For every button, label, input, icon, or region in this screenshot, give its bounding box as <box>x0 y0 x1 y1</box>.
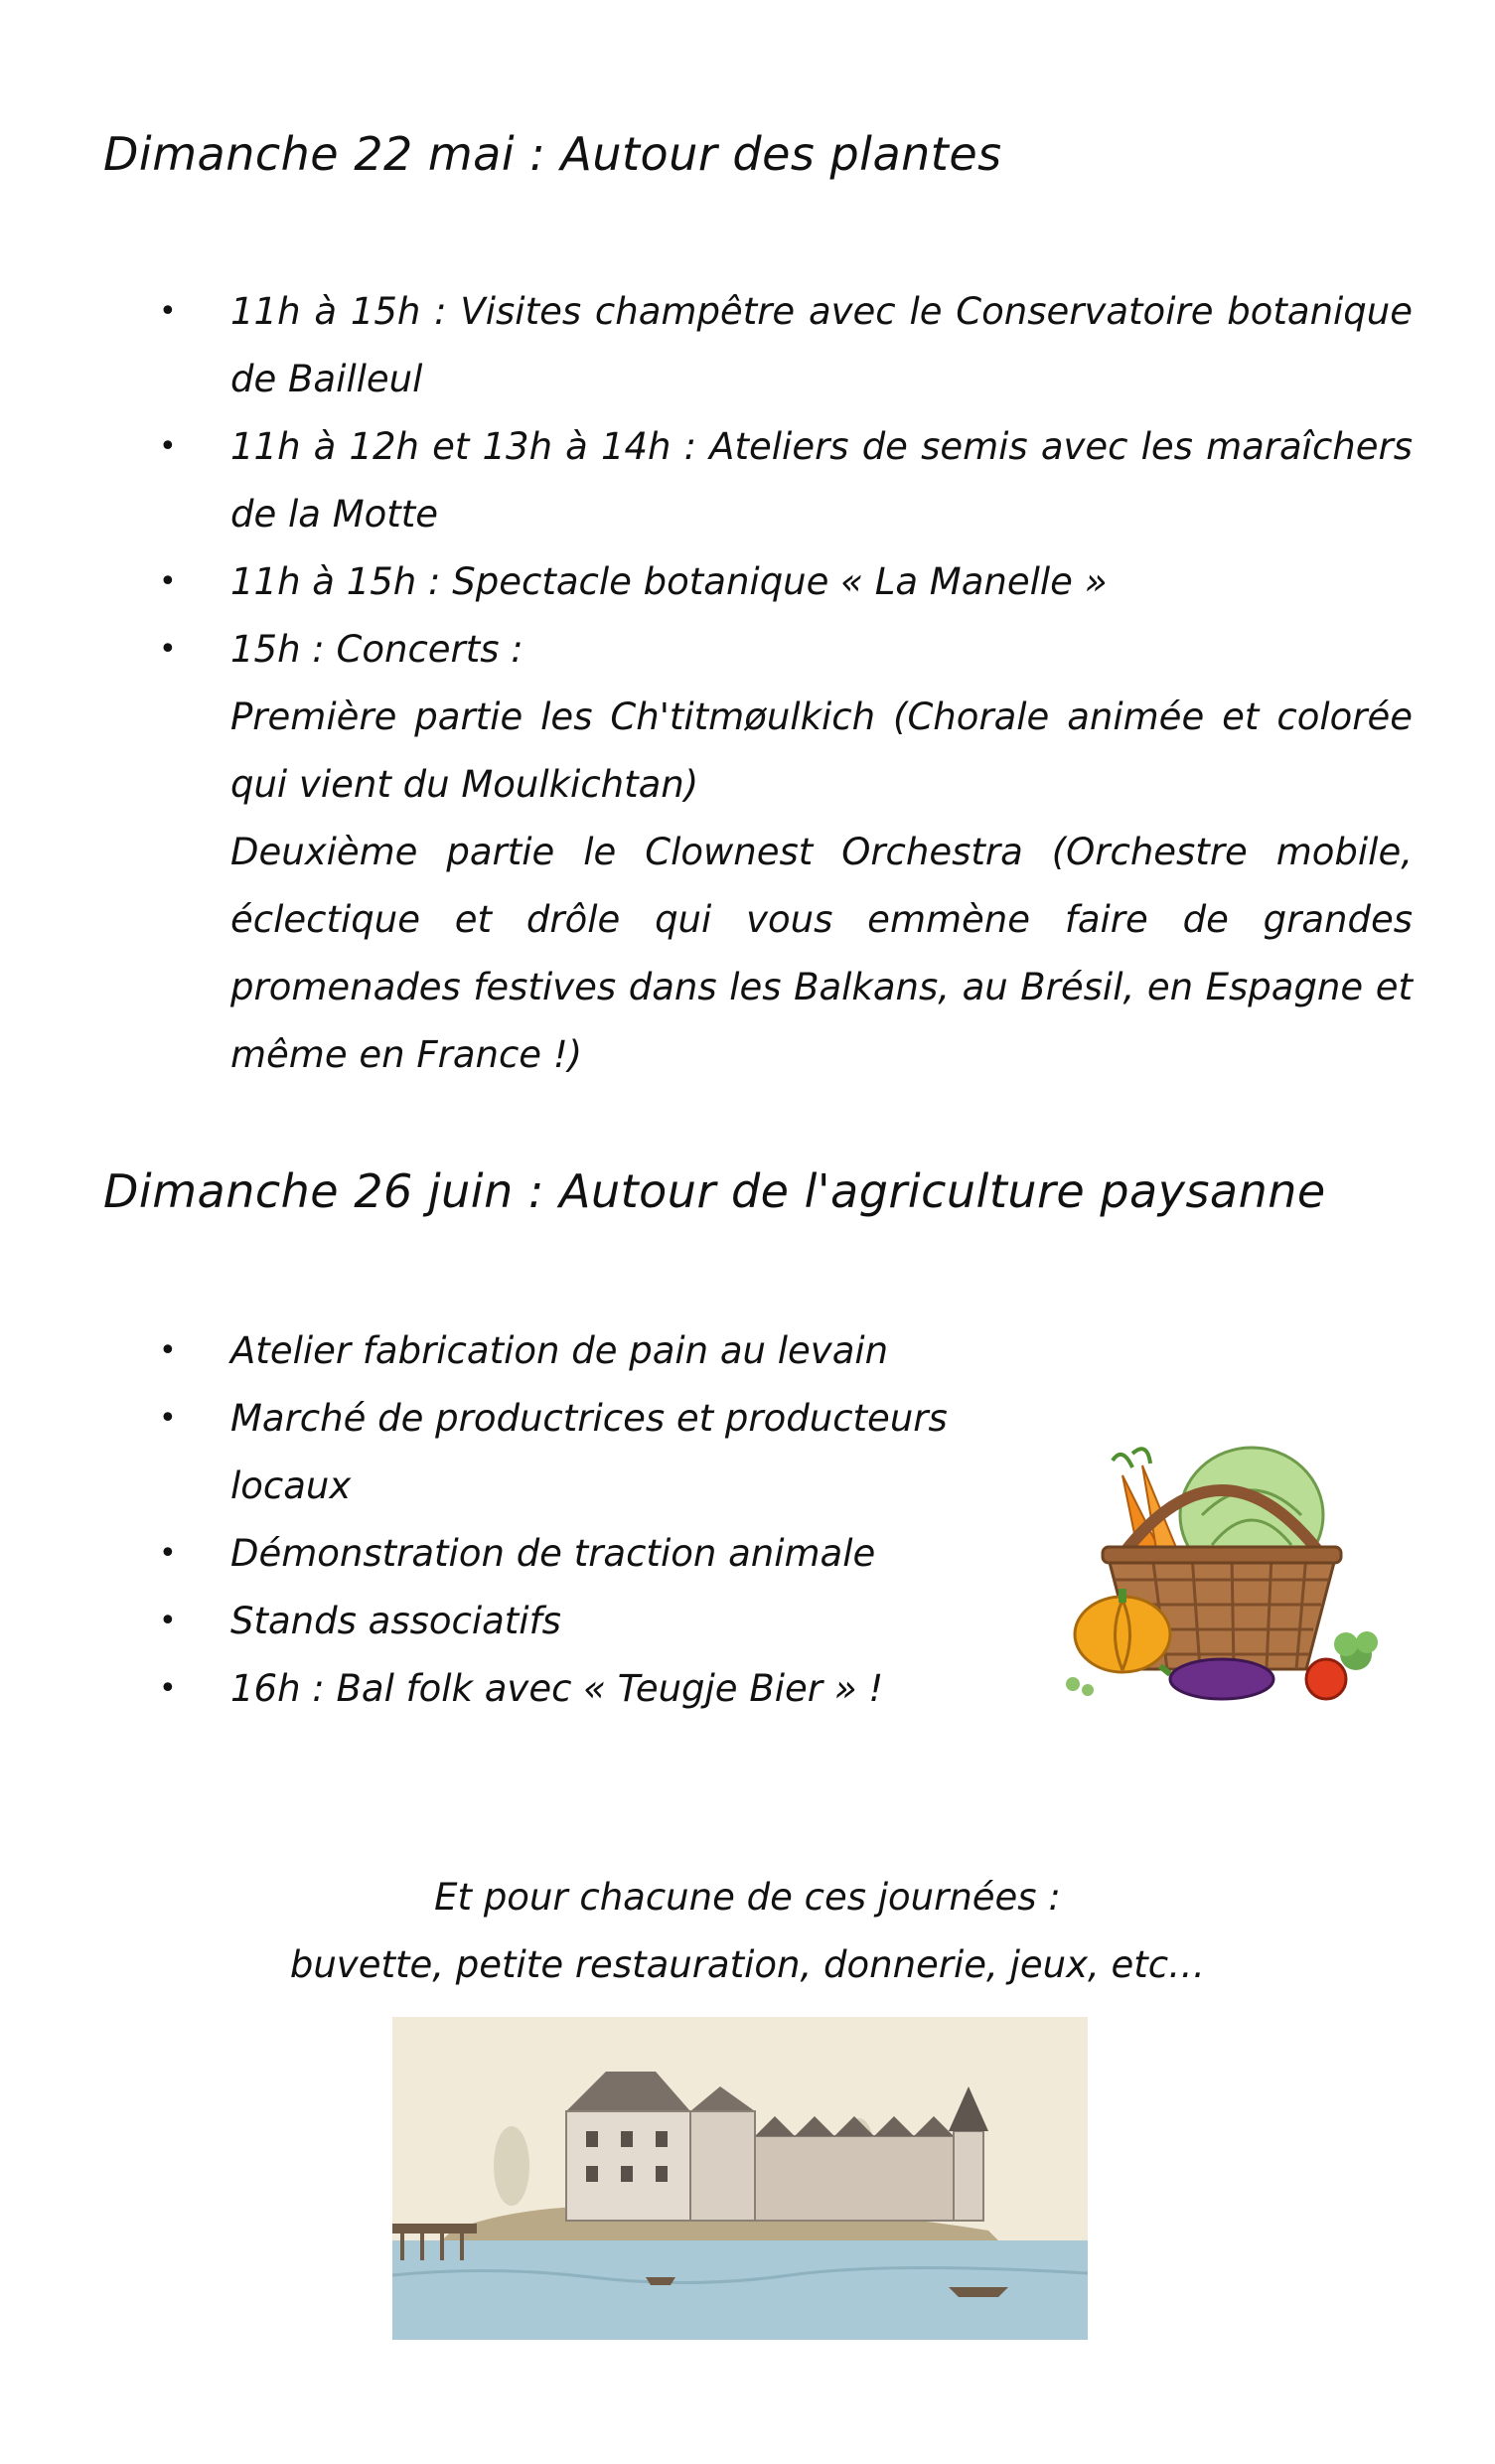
list-item-text: Stands associatifs <box>230 1600 561 1642</box>
footer-line1: Et pour chacune de ces journées : <box>434 1876 1061 1919</box>
section2-list <box>159 1317 1013 1723</box>
section1-list <box>159 278 1413 1089</box>
concert-part2: Deuxième partie le Clownest Orchestra (Orchestre mobile, éclectique et drôle qui vous emmène faire de grandes promenades festives dans les Balkans, au Brésil, en Espagne et même en France !) <box>230 831 1413 1076</box>
list-item-text: 11h à 12h et 13h à 14h : Ateliers de semis avec les maraîchers de la Motte <box>230 425 1413 536</box>
list-item <box>159 1385 1013 1520</box>
bullet-icon: • <box>159 1333 177 1368</box>
list-item <box>159 1655 1013 1723</box>
bullet-icon: • <box>159 294 177 329</box>
list-item <box>159 616 1413 1089</box>
list-item <box>159 278 1413 413</box>
list-item-text: 11h à 15h : Visites champêtre avec le Conservatoire botanique de Bailleul <box>230 290 1413 400</box>
bullet-icon: • <box>159 1401 177 1436</box>
list-item-text: Marché de productrices et producteurs locaux <box>230 1397 948 1507</box>
footer <box>0 1864 1495 1999</box>
bullet-icon: • <box>159 1536 177 1571</box>
concert-part1: Première partie les Ch'titmøulkich (Chorale animée et colorée qui vient du Moulkichtan) <box>230 695 1413 806</box>
list-item-text: Démonstration de traction animale <box>230 1532 876 1575</box>
list-item <box>159 1588 1013 1655</box>
footer-line2: buvette, petite restauration, donnerie, jeux, etc… <box>289 1943 1206 1986</box>
bullet-icon: • <box>159 429 177 464</box>
bullet-icon: • <box>159 564 177 599</box>
list-item <box>159 413 1413 548</box>
section1-heading: Dimanche 22 mai : Autour des plantes <box>103 127 1002 181</box>
castle-illustration <box>392 2017 1088 2340</box>
list-item <box>159 1317 1013 1385</box>
section2-heading: Dimanche 26 juin : Autour de l'agriculture paysanne <box>103 1164 1326 1218</box>
list-item <box>159 548 1413 616</box>
bullet-icon: • <box>159 632 177 667</box>
list-item-text: 16h : Bal folk avec « Teugje Bier » ! <box>230 1667 884 1710</box>
bullet-icon: • <box>159 1671 177 1706</box>
list-item-text: Atelier fabrication de pain au levain <box>230 1329 889 1372</box>
list-item-text: 15h : Concerts : <box>230 628 523 671</box>
list-item <box>159 1520 1013 1588</box>
vegetable-basket-icon <box>1053 1406 1381 1704</box>
list-item-text: 11h à 15h : Spectacle botanique « La Manelle » <box>230 560 1108 603</box>
bullet-icon: • <box>159 1604 177 1638</box>
